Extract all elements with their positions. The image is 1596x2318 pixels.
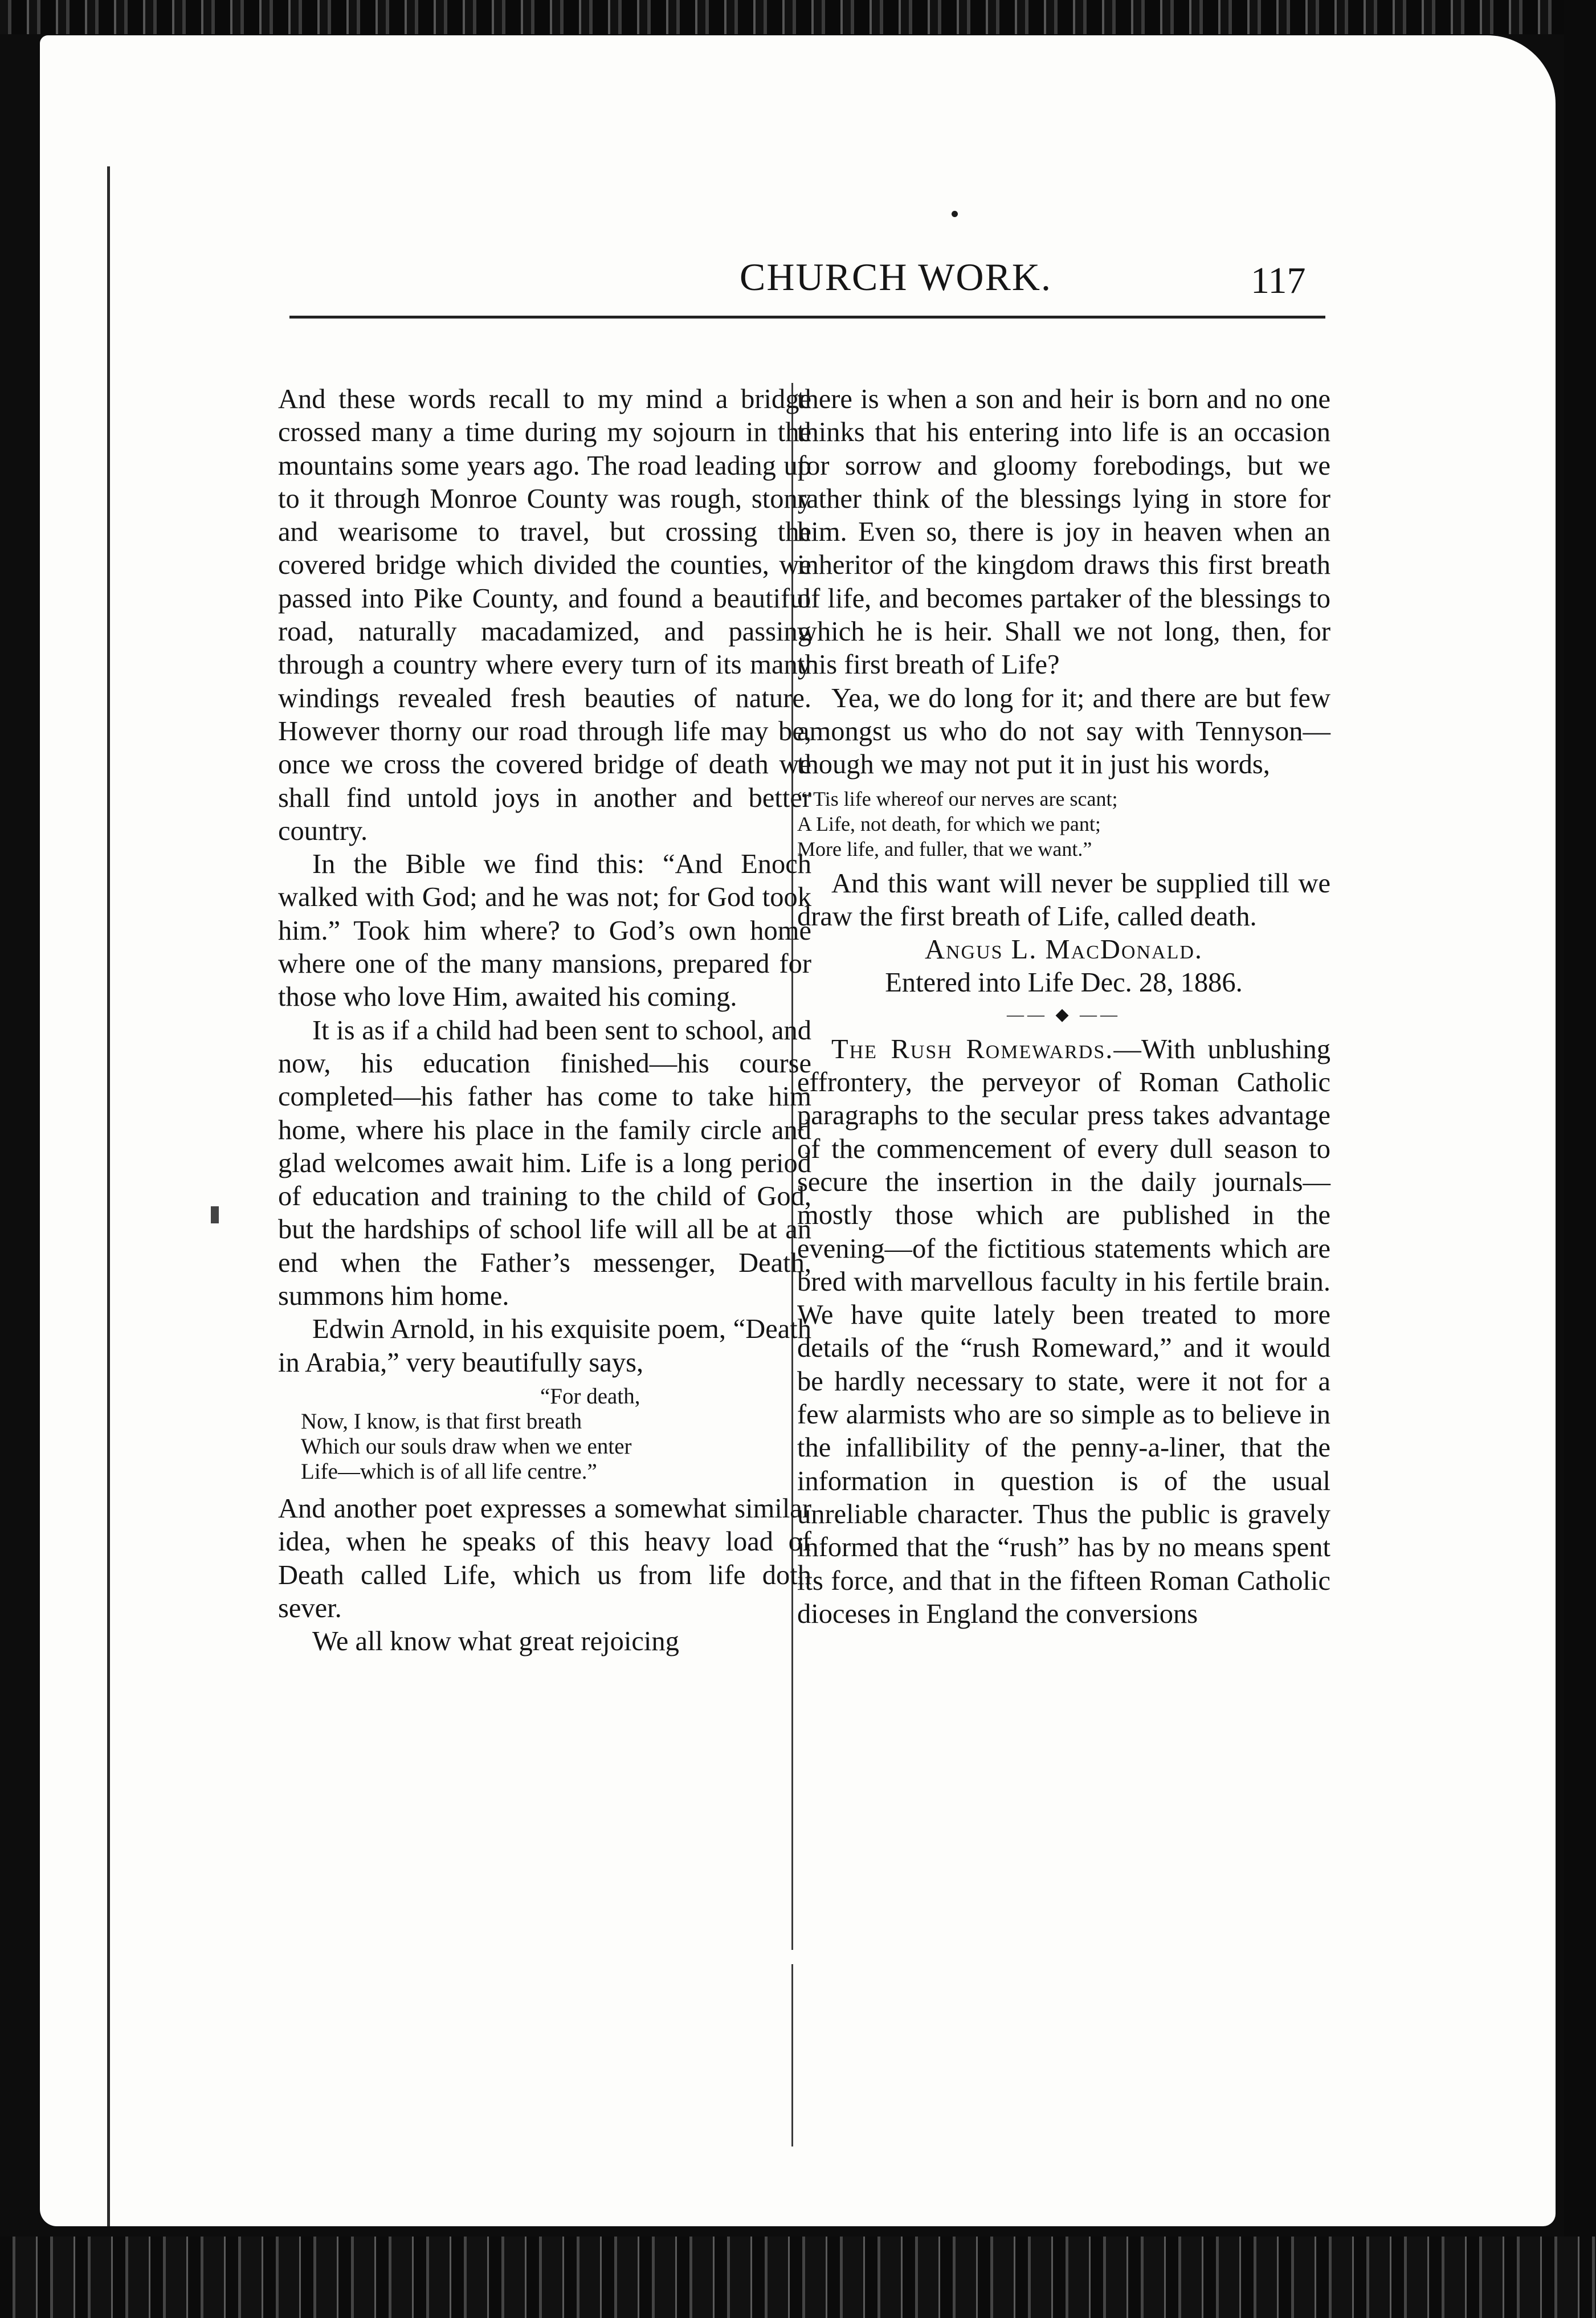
scan-border-right bbox=[1564, 0, 1596, 2318]
paragraph: We all know what great rejoicing bbox=[312, 1626, 679, 1657]
column-divider-lower bbox=[791, 1964, 793, 2146]
scanned-page bbox=[40, 35, 1556, 2226]
poem-line: Now, I know, is that first breath bbox=[301, 1409, 582, 1434]
paragraph: And this want will never be supplied till we draw the first breath of Life, called death. bbox=[797, 868, 1330, 932]
poem-line: Which our souls draw when we enter bbox=[301, 1434, 632, 1459]
poem-quote bbox=[797, 786, 1330, 862]
paragraph: In the Bible we find this: “And Enoch walked with God; and he was not; for God took him.” Took him where? to God’s own home where one of the many mansions, prepared for those who love Him, awaited his coming. bbox=[278, 849, 811, 1013]
margin-mark bbox=[211, 1206, 219, 1223]
obituary-date: Entered into Life Dec. 28, 1886. bbox=[885, 968, 1243, 998]
poem-quote bbox=[278, 1384, 811, 1484]
running-head: CHURCH WORK. bbox=[740, 255, 1052, 299]
left-column bbox=[278, 383, 811, 1658]
poem-line: Life—which is of all life centre.” bbox=[301, 1459, 597, 1484]
paragraph: there is when a son and heir is born and no one thinks that his entering into life is an occasion for sorrow and gloomy forebodings, but we rather think of the blessings lying in store for him. Even so, there is joy in heaven when an inheritor of the kingdom draws this first breath of life, and becomes partaker of the blessings to which he is heir. Shall we not long, then, for this first breath of Life? bbox=[797, 384, 1330, 680]
poem-line: “’Tis life whereof our nerves are scant; bbox=[797, 787, 1118, 810]
section-ornament: —— ◆ —— bbox=[1006, 1005, 1121, 1024]
author-signature: Angus L. MacDonald. bbox=[924, 934, 1203, 965]
poem-line: More life, and fuller, that we want.” bbox=[797, 837, 1092, 860]
article-paragraph bbox=[797, 1033, 1330, 1631]
scan-border-top bbox=[0, 0, 1596, 34]
right-column bbox=[797, 383, 1330, 1631]
paragraph: And these words recall to my mind a bridge crossed many a time during my sojourn in the mountains some years ago. The road leading up to it through Monroe County was rough, stony and wearisome to travel, but crossing the covered bridge which divided the counties, we passed into Pike County, and found a beautiful road, naturally macadamized, and passing through a country where every turn of its many windings revealed fresh beauties of nature. However thorny our road through life may be, once we cross the covered bridge of death we shall find untold joys in another and better country. bbox=[278, 384, 811, 846]
poem-line: “For death, bbox=[540, 1384, 640, 1409]
scan-border-bottom bbox=[0, 2237, 1596, 2318]
paragraph: It is as if a child had been sent to school, and now, his education finished—his course completed—his father has come to take him home, where his place in the family circle and glad welcomes await him. Life is a long period of education and training to the child of God, but the hardships of school life will all be at an end when the Father’s messenger, Death, summons him home. bbox=[278, 1015, 811, 1312]
article-title: The Rush Romewards. bbox=[831, 1034, 1114, 1064]
binding-rule bbox=[107, 166, 110, 2226]
article-text: —With unblushing effrontery, the perveyor of Roman Catholic paragraphs to the secular press takes advantage of the commencement of every dull season to secure the insertion in the daily journals—mostly those which are published in the evening—of the fictitious statements which are bred with marvellous faculty in his fertile brain. We have quite lately been treated to more details of the “rush Romeward,” and it would be hardly necessary to state, were it not for a few alarmists who are so simple as to believe in the infallibility of the penny-a-liner, that the information in question is of the usual unreliable character. Thus the public is gravely informed that the “rush” has by no means spent its force, and that in the fifteen Roman Catholic dioceses in England the conversions bbox=[797, 1034, 1331, 1629]
paragraph: Yea, we do long for it; and there are but few amongst us who do not say with Tennyson—though we may not put it in just his words, bbox=[797, 683, 1330, 780]
ink-dot bbox=[952, 211, 958, 217]
poem-line: A Life, not death, for which we pant; bbox=[797, 812, 1101, 835]
paragraph: And another poet expresses a somewhat similar idea, when he speaks of this heavy load of Death called Life, which us from life doth sever. bbox=[278, 1493, 811, 1623]
header-rule bbox=[289, 316, 1325, 319]
paragraph: Edwin Arnold, in his exquisite poem, “Death in Arabia,” very beautifully says, bbox=[278, 1314, 811, 1378]
page-number: 117 bbox=[1251, 260, 1306, 301]
